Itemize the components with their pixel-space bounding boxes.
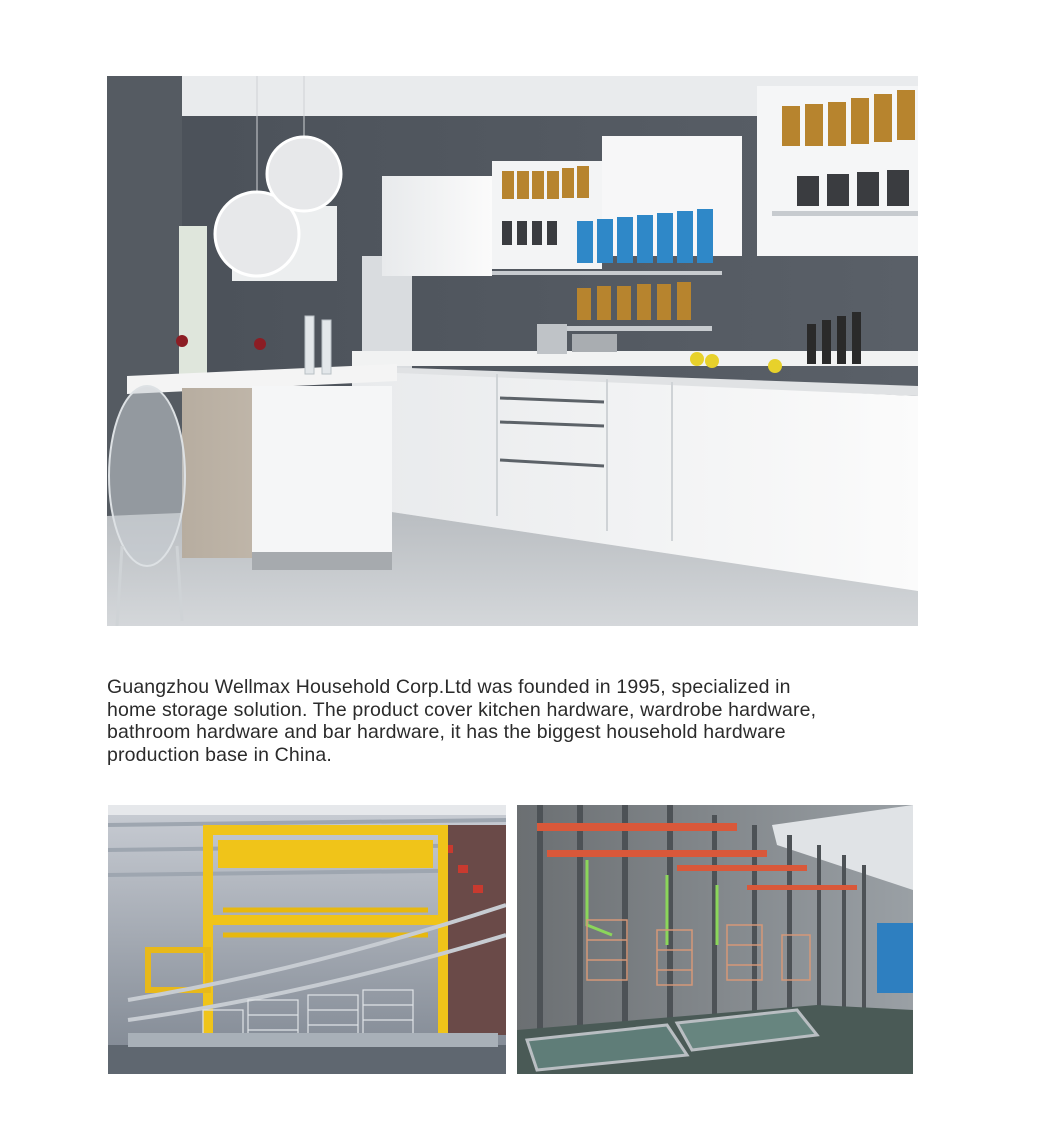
factory-plating-line-photo — [108, 805, 506, 1074]
company-intro-paragraph — [107, 676, 967, 766]
intro-line: Guangzhou Wellmax Household Corp.Ltd was founded in 1995, specialized in — [107, 676, 791, 698]
intro-line: home storage solution. The product cover kitchen hardware, wardrobe hardware, — [107, 698, 817, 721]
kitchen-photo — [107, 76, 918, 626]
intro-line: production base in China. — [107, 743, 332, 766]
intro-line: bathroom hardware and bar hardware, it has the biggest household hardware — [107, 721, 786, 743]
factory-coating-line-photo — [517, 805, 913, 1074]
